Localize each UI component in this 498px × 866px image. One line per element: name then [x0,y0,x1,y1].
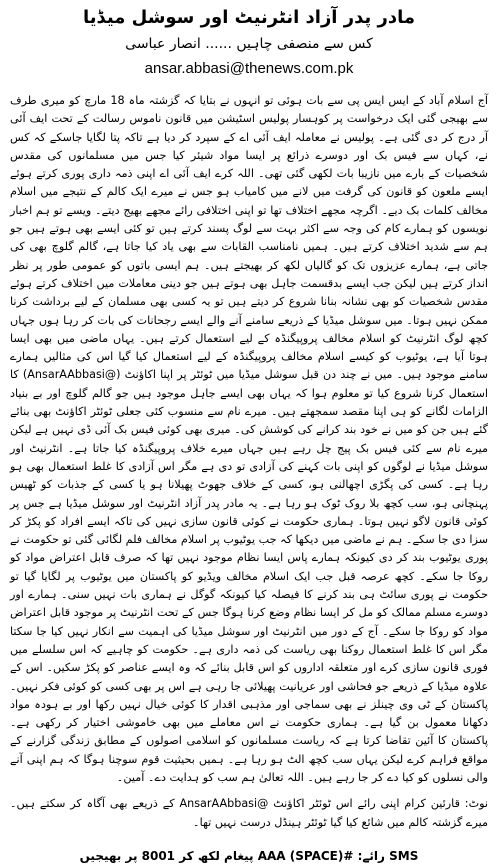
editor-note: نوٹ: قارئین کرام اپنی رائے اس ٹوئٹر اکاؤنٹ @AnsarAAbbasi کے ذریعے بھی آگاہ کر سکتے ہیں۔ میرے گزشتہ کالم میں شائع کیا گیا ٹوئٹر ہینڈل درست نہیں تھا۔ [10,797,488,829]
byline: کس سے منصفی چاہیں ...... انصار عباسی [125,36,373,52]
article-body [10,92,488,787]
author-email: ansar.abbasi@thenews.com.pk [144,60,354,77]
sms-footer: SMS رائے: #AAA (SPACE) پیغام لکھ کر 8001 پر بھیجیں [79,848,419,863]
headline: مادر پدر آزاد انٹرنیٹ اور سوشل میڈیا [82,7,416,28]
body-text: آج اسلام آباد کے ایس ایس پی سے بات ہوئی تو انہوں نے بتایا کہ گزشتہ ماہ 18 مارچ کو میری طرف سے بھیجی گئی ایک درخواست پر کوہسار پولیس اسٹیشن میں قانون ناموس رسالت کے تحت ایف آئی آر درج کر دی گئی ہے۔ پولیس نے معاملہ ایف آئی اے کے سپرد کر دیا ہے تاکہ پتا لگایا جاسکے کہ کس نے، کہاں سے فیس بک اور دوسرے ذرائع پر ایسا مواد شیئر کیا جس میں مسلمانوں کی مقدس شخصیات کے بارے میں نازیبا بات لکھی گئی تھی۔ اللہ کرے ایف آئی اے اپنی ذمہ داری پوری کرتے ہوئے ایسے ملعون کو قانون کی گرفت میں لانے میں کامیاب ہو جس نے میرے ایک کالم کے نتیجے میں اسلام مخالف کلمات بک دیے۔ اگرچہ مجھے اختلاف تھا تو اپنی اختلافی رائے مجھے بھیج دیتے۔ ویسے تو ہم اخبار نویسوں کو ہمارے کام کی وجہ سے اکثر بہت سے لوگ پسند کرتے ہیں تو کئی ایسے بھی ہوتے ہیں جو ہم سے شدید اختلاف کرتے ہیں۔ ہمیں نامناسب القابات سے بھی یاد کیا جاتا ہے، گالم گلوچ بھی کی جاتی ہے، ہمارے عزیزوں تک کو گالیاں لکھ کر بھیجتے ہیں۔ ہم ایسی باتوں کو عمومی طور پر نظر انداز کرتے ہیں لیکن جب ایسے بدقسمت جاہل بھی ہوتے ہیں جو دینی معاملات میں اختلاف کرتے ہوئے مقدس شخصیات کو بھی نشانہ بنانا شروع کر دیتے ہیں تو یہ کسی بھی مسلمان کے لیے برداشت کرنا ممکن نہیں ہوتا۔ میں سوشل میڈیا کے ذریعے سامنے آنے والے ایسے رجحانات کی بات کر رہا ہوں جہاں کچھ لوگ انٹرنیٹ کو اسلام مخالف پروپیگنڈہ کے لیے استعمال کرتے ہیں۔ یہاں ماضی میں بھی ایسا ہوتا آیا ہے، یوٹیوب کو کیسے اسلام مخالف پروپیگنڈہ کے لیے استعمال کیا گیا اس کی مثالیں ہمارے سامنے موجود ہیں۔ میں نے چند دن قبل سوشل میڈیا میں ٹوئٹر پر اپنا اکاؤنٹ (@AnsarAAbbasi) کا استعمال کرنا شروع کیا تو معلوم ہوا کہ یہاں بھی ایسے جاہل موجود ہیں جو گالم گلوچ اور بے بنیاد الزامات لگانے کو ہی اپنا مقصد سمجھتے ہیں۔ میرے نام سے منسوب کئی جعلی ٹوئٹر اکاؤنٹ بھی بنائے گئے ہیں جن کو میں نے خود بند کرانے کی کوشش کی۔ میری بھی کوئی فیس بک آئی ڈی نہیں ہے لیکن میرے نام سے کئی فیس بک پیج چل رہے ہیں جہاں میرے خلاف پروپیگنڈہ کیا جاتا ہے۔ انٹرنیٹ اور سوشل میڈیا نے لوگوں کو اپنی بات کہنے کی آزادی تو دی ہے مگر اس آزادی کا غلط استعمال بھی ہو رہا ہے۔ کسی کی پگڑی اچھالنی ہو، کسی کے خلاف جھوٹ پھیلانا ہو یا کسی کے جذبات کو ٹھیس پہنچانی ہو، سب کچھ بلا روک ٹوک ہو رہا ہے۔ یہ مادر پدر آزاد انٹرنیٹ اور سوشل میڈیا ہے جس پر کوئی قانون لاگو نہیں ہوتا۔ ہماری حکومت نے کوئی قانون سازی نہیں کی تاکہ ایسے افراد کو پکڑ کر سزا دی جا سکے۔ ہم نے ماضی میں دیکھا کہ جب یوٹیوب پر اسلام مخالف فلم لگائی گئی تو حکومت نے پوری یوٹیوب بند کر دی کیونکہ ہمارے پاس ایسا نظام موجود نہیں تھا کہ صرف قابل اعتراض مواد کو روکا جا سکے۔ کچھ عرصہ قبل جب ایک اسلام مخالف ویڈیو کو پاکستان میں یوٹیوب پر لگایا گیا تو حکومت نے پوری سائٹ ہی بند کرنے کا فیصلہ کیا کیونکہ گوگل نے ہماری بات نہیں سنی۔ ہمارے اور دوسرے مسلم ممالک کو مل کر ایسا نظام وضع کرنا ہوگا جس کے تحت انٹرنیٹ پر موجود قابل اعتراض مواد کو روکا جا سکے۔ آج کے دور میں انٹرنیٹ اور سوشل میڈیا کی اہمیت سے انکار نہیں کیا جا سکتا مگر اس کا غلط استعمال روکنا بھی ریاست کی ذمہ داری ہے۔ حکومت کو چاہیے کہ اس سلسلے میں فوری قانون سازی کرے اور متعلقہ اداروں کو اس قابل بنائے کہ وہ ایسے عناصر کو پکڑ سکیں۔ اس کے علاوہ میڈیا کے ذریعے جو فحاشی اور عریانیت پھیلائی جا رہی ہے اس پر بھی کسی کو کوئی فکر نہیں۔ پاکستان کے ٹی وی چینلز نے بھی سماجی اور مذہبی اقدار کا کوئی خیال نہیں رکھا اور بے ہودہ مواد دکھانا معمول بن گیا ہے۔ ہماری حکومت نے اس معاملے میں بھی خاموشی اختیار کر رکھی ہے۔ پاکستان کا آئین تقاضا کرتا ہے کہ ریاست مسلمانوں کو اسلامی اصولوں کے مطابق زندگی گزارنے کے مواقع فراہم کرے لیکن یہاں سب کچھ الٹ ہو رہا ہے۔ ہمیں بحیثیت قوم سوچنا ہوگا کہ ہم اپنی آنے والی نسلوں کو کیا دے کر جا رہے ہیں۔ اللہ تعالیٰ ہم سب کو ہدایت دے۔ آمین۔ [10,94,488,784]
